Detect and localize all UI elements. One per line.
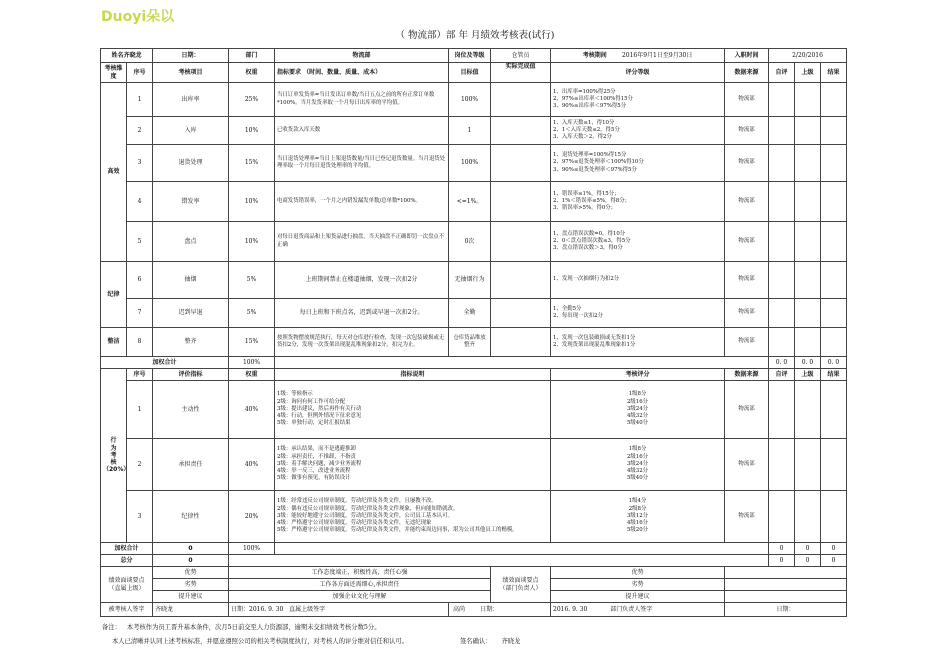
dept-label: 部门 — [229, 49, 275, 63]
interview-suggest-label: 提升建议 — [153, 591, 229, 603]
total-value: 0 — [153, 555, 229, 567]
kpi-weight: 10% — [229, 117, 275, 145]
kpi-requirement: 已收货款入库天数 — [275, 117, 449, 145]
kpi-no: 2 — [127, 117, 153, 145]
total-result: 0 — [821, 555, 847, 567]
beh-total-self: 0 — [769, 543, 795, 555]
kpi-actual[interactable] — [491, 83, 551, 117]
beh-row — [101, 491, 847, 543]
note-line-1: 备注： 本考核作为员工晋升基本条件，次月5日前交至人力资源部，逾期未交扣绩效考核分数5分。 — [102, 624, 381, 631]
kpi-no: 4 — [127, 182, 153, 222]
kpi-actual[interactable] — [491, 328, 551, 357]
kpi-weight: 5% — [229, 262, 275, 299]
beh-weight: 40% — [229, 381, 275, 439]
kpi-source: 物流部 — [725, 145, 769, 182]
col-grade: 评分等级 — [551, 63, 725, 83]
col-self: 自评 — [769, 63, 795, 83]
kpi-grade: 1、错误率≤1%，得15分； 2、1%＜错误率≤5%，得8分； 3、错误率>5%，得0分； — [551, 182, 725, 222]
supervisor-sign-date: 2016. 9. 30 — [553, 605, 588, 613]
interview-dept-suggest: 提升建议 — [551, 591, 725, 603]
kpi-source: 物流部 — [725, 182, 769, 222]
beh-no: 2 — [127, 439, 153, 491]
beh-result[interactable] — [821, 381, 847, 439]
date-label: 日期： — [153, 49, 229, 63]
beh-supervisor[interactable] — [795, 439, 821, 491]
interview-dept-label: 绩效面谈要点 （部门负责人） — [491, 567, 551, 603]
kpi-grade: 1、盘点错误次数=0，得10分 2、0＜盘点错误次数≤3，得5分 3、盘点错误次数＞3，得0分 — [551, 222, 725, 262]
beh-row — [101, 381, 847, 439]
kpi-supervisor[interactable] — [795, 117, 821, 145]
kpi-header-row — [101, 63, 847, 83]
kpi-requirement: 当日退货处理率=当日上架退货数量/当日已登记退货数量。当月退货处理率取一个月每日退货处理率的平均值。 — [275, 145, 449, 182]
kpi-requirement: 上班期间禁止在楼道抽烟，发现一次扣2分 — [275, 262, 449, 299]
kpi-supervisor[interactable] — [795, 328, 821, 357]
kpi-item: 入库 — [153, 117, 229, 145]
kpi-weight: 15% — [229, 145, 275, 182]
beh-self[interactable] — [769, 439, 795, 491]
beh-header-row — [101, 369, 847, 381]
dimension-tidy: 整洁 — [101, 328, 127, 357]
total-row — [101, 555, 847, 567]
kpi-requirement: 按照货物摆放规范执行，每天对仓库进行检查，发现一次包装破损或无货扣2分，发现一次货架出现混乱堆现象扣2分，扣完为止。 — [275, 328, 449, 357]
col-no: 序号 — [127, 63, 153, 83]
beh-total-weight: 100% — [229, 543, 275, 555]
kpi-actual[interactable] — [491, 222, 551, 262]
confirm-label: 签名确认： — [460, 638, 492, 645]
kpi-result[interactable] — [821, 117, 847, 145]
kpi-grade: 1、入库天数≤1，得10分 2、1＜入库天数≤2，得5分 3、入库天数＞2，得2分 — [551, 117, 725, 145]
kpi-self[interactable] — [769, 145, 795, 182]
beh-col-result: 结果 — [821, 369, 847, 381]
kpi-row — [101, 262, 847, 299]
note-statement: 本人已清晰并认同上述考核标准，并愿意遵照公司的相关考核制度执行，对考核人的评分维对信任和认可。 — [112, 638, 408, 645]
kpi-source: 物流部 — [725, 299, 769, 328]
kpi-grade: 1、发现一次包装破损或无货扣1分 2、发现货架出现混乱堆现象扣1分 — [551, 328, 725, 357]
kpi-row — [101, 117, 847, 145]
kpi-self[interactable] — [769, 299, 795, 328]
kpi-total-supervisor: 0. 0 — [795, 357, 821, 369]
kpi-source: 物流部 — [725, 222, 769, 262]
period-label: 考核期间 — [582, 51, 607, 59]
kpi-target: 100% — [449, 83, 491, 117]
dimension-behavior: 行 为 考 核 （20%） — [101, 369, 127, 543]
beh-col-weight: 权重 — [229, 369, 275, 381]
kpi-target: <=1%。 — [449, 182, 491, 222]
entry-value: 2/20/2016 — [769, 49, 847, 63]
kpi-no: 3 — [127, 145, 153, 182]
interview-weakness-value: 工作各方面还需细心,承担责任 — [229, 579, 491, 591]
note-line-2 — [112, 636, 520, 645]
kpi-supervisor[interactable] — [795, 83, 821, 117]
dept-value: 物流部 — [275, 49, 449, 63]
beh-self[interactable] — [769, 381, 795, 439]
kpi-result[interactable] — [821, 222, 847, 262]
kpi-supervisor[interactable] — [795, 262, 821, 299]
kpi-self[interactable] — [769, 262, 795, 299]
col-target: 目标值 — [449, 63, 491, 83]
kpi-item: 盘点 — [153, 222, 229, 262]
kpi-item: 出库率 — [153, 83, 229, 117]
kpi-supervisor[interactable] — [795, 222, 821, 262]
beh-total-value: 0 — [153, 543, 229, 555]
beh-desc: 1级：等候指示 2级：询问有何工作可给分配 3级：提出建议，然后再作有关行动 4级：行动，但例外情况下征求意见 5级：单独行动，定时汇报结果 — [275, 381, 551, 439]
appraisal-table — [100, 48, 847, 617]
kpi-row — [101, 222, 847, 262]
kpi-actual[interactable] — [491, 182, 551, 222]
col-dimension: 考核维度 — [101, 63, 127, 83]
kpi-requirement: 每日上班和下班点名，迟到或早退一次扣2分。 — [275, 299, 449, 328]
dimension-efficiency: 高效 — [101, 83, 127, 262]
kpi-supervisor[interactable] — [795, 299, 821, 328]
kpi-target: 0次 — [449, 222, 491, 262]
kpi-actual[interactable] — [491, 299, 551, 328]
kpi-source: 物流部 — [725, 117, 769, 145]
beh-self[interactable] — [769, 491, 795, 543]
kpi-weight: 5% — [229, 299, 275, 328]
col-source: 数据来源 — [725, 63, 769, 83]
interview-weakness-row — [101, 579, 847, 591]
kpi-result[interactable] — [821, 299, 847, 328]
total-label: 总分 — [101, 555, 153, 567]
employee-sign-date: 日期：2016. 9. 30 — [231, 605, 284, 613]
supervisor-sign-label: 直属上级签字 — [289, 605, 326, 613]
beh-total-supervisor: 0 — [795, 543, 821, 555]
beh-total-label: 加权合计 — [101, 543, 153, 555]
kpi-source: 物流部 — [725, 83, 769, 117]
beh-weight: 40% — [229, 439, 275, 491]
page-title: （ 物流部）部 年 月绩效考核表(试行) — [395, 30, 555, 41]
beh-result[interactable] — [821, 439, 847, 491]
beh-desc: 1级：经常违反公司规章制度，劳动纪律及各类文件，且屡教不改。 2级：偶有违反公司规章制度，劳动纪律及各类文件现象，但向能知错就改。 3级：能较好地遵守公司制度，劳动纪律及各类文件，公司员工基本认可。 4级：严格遵守公司规章制度，劳动纪律及各类文件，无违纪现象 5级：严格遵守公司规章制度，劳动纪律及各类文件，并能约束周边同事，堪为公司其他员工的楷模。 — [275, 491, 551, 543]
beh-source: 物流部 — [725, 439, 769, 491]
interview-dept-suggest-value[interactable] — [725, 591, 847, 603]
beh-score: 1级8分 2级16分 3级24分 4级32分 5级40分 — [551, 439, 725, 491]
interview-suggest-row — [101, 591, 847, 603]
kpi-item: 抽烟 — [153, 262, 229, 299]
interview-dept-weakness: 劣势 — [551, 579, 725, 591]
col-result: 结果 — [821, 63, 847, 83]
dept-head-sign-date[interactable]: 日期： — [725, 603, 847, 617]
kpi-row — [101, 145, 847, 182]
employee-sign-label: 被考核人签字 — [101, 603, 153, 617]
kpi-total-row — [101, 357, 847, 369]
kpi-target: 仓库货品堆放整齐 — [449, 328, 491, 357]
beh-desc: 1级：承认结果，而不是逃避推卸 2级：承担责任，不推卸，不指责 3级：着手解决问题，减少业务流程 4级：举一反三，改进业务流程 5级：做事有预见，有防误设计 — [275, 439, 551, 491]
beh-indicator: 主动性 — [153, 381, 229, 439]
beh-col-no: 序号 — [127, 369, 153, 381]
kpi-no: 8 — [127, 328, 153, 357]
kpi-self[interactable] — [769, 328, 795, 357]
beh-score: 1级8分 2级16分 3级24分 4级32分 5级40分 — [551, 381, 725, 439]
kpi-no: 1 — [127, 83, 153, 117]
signoff-row — [101, 603, 847, 617]
dept-head-sign-label: 部门负责人签字 — [610, 605, 653, 613]
beh-col-indicator: 评价指标 — [153, 369, 229, 381]
kpi-supervisor[interactable] — [795, 182, 821, 222]
post-label: 岗位及等级 — [449, 49, 491, 63]
entry-label: 入职时间 — [725, 49, 769, 63]
beh-col-desc: 指标说明 — [275, 369, 551, 381]
beh-source: 物流部 — [725, 491, 769, 543]
col-weight: 权重 — [229, 63, 275, 83]
kpi-actual[interactable] — [491, 117, 551, 145]
beh-col-supervisor: 上级 — [795, 369, 821, 381]
company-logo: Duoyi朵以 — [101, 9, 175, 25]
beh-weight: 20% — [229, 491, 275, 543]
beh-indicator: 纪律性 — [153, 491, 229, 543]
kpi-no: 7 — [127, 299, 153, 328]
beh-no: 3 — [127, 491, 153, 543]
kpi-result[interactable] — [821, 83, 847, 117]
beh-supervisor[interactable] — [795, 381, 821, 439]
kpi-item: 错发率 — [153, 182, 229, 222]
kpi-target: 100% — [449, 145, 491, 182]
kpi-result[interactable] — [821, 182, 847, 222]
kpi-item: 迟到早退 — [153, 299, 229, 328]
kpi-total-self: 0. 0 — [769, 357, 795, 369]
employee-sign-name: 齐晓龙 — [153, 603, 229, 617]
kpi-self[interactable] — [769, 83, 795, 117]
col-supervisor: 上级 — [795, 63, 821, 83]
period-value: 2016年9月1日至9月30日 — [621, 51, 693, 59]
interview-supervisor-label: 绩效面谈要点 （直属上级） — [101, 567, 153, 603]
kpi-self[interactable] — [769, 117, 795, 145]
interview-weakness-label: 劣势 — [153, 579, 229, 591]
kpi-grade: 1、发现一次抽烟行为扣2分 — [551, 262, 725, 299]
kpi-no: 5 — [127, 222, 153, 262]
beh-total-row — [101, 543, 847, 555]
kpi-item: 退货处理 — [153, 145, 229, 182]
kpi-actual[interactable] — [491, 262, 551, 299]
interview-dept-weakness-value[interactable] — [725, 579, 847, 591]
post-value: 仓管员 — [491, 49, 551, 63]
kpi-requirement: 电商发货错误率，一个月之内错发漏发单数/总单数*100%。 — [275, 182, 449, 222]
kpi-no: 6 — [127, 262, 153, 299]
header-row — [101, 49, 847, 63]
col-actual: 实际完成值 — [491, 63, 551, 83]
kpi-row — [101, 83, 847, 117]
kpi-grade: 1、退货处理率=100%得15分 2、97%≤退货处理率＜100%得10分 3、90%≤退货处理率＜97%得5分 — [551, 145, 725, 182]
kpi-grade: 1、出库率=100%得25分 2、97%≤出库率＜100%得15分 3、90%≤出库率＜97%得5分 — [551, 83, 725, 117]
kpi-self[interactable] — [769, 182, 795, 222]
interview-dept-strength: 优势 — [551, 567, 725, 579]
interview-strength-label: 优势 — [153, 567, 229, 579]
kpi-result[interactable] — [821, 145, 847, 182]
kpi-weight: 15% — [229, 328, 275, 357]
col-requirement: 指标要求 （时间、数量、质量、成本） — [275, 63, 449, 83]
kpi-row — [101, 182, 847, 222]
total-supervisor: 0 — [795, 555, 821, 567]
kpi-source: 物流部 — [725, 262, 769, 299]
total-self: 0 — [769, 555, 795, 567]
kpi-requirement: 对每日退货商品和上架货品进行抽盘，当天抽盘不正确即罚一次盘点不正确 — [275, 222, 449, 262]
kpi-total-result: 0. 0 — [821, 357, 847, 369]
kpi-actual[interactable] — [491, 145, 551, 182]
kpi-result[interactable] — [821, 328, 847, 357]
beh-col-source: 数据来源 — [725, 369, 769, 381]
beh-no: 1 — [127, 381, 153, 439]
kpi-target: 无抽烟行为 — [449, 262, 491, 299]
kpi-result[interactable] — [821, 262, 847, 299]
beh-supervisor[interactable] — [795, 491, 821, 543]
kpi-weight: 10% — [229, 222, 275, 262]
kpi-target: 1 — [449, 117, 491, 145]
beh-indicator: 承担责任 — [153, 439, 229, 491]
interview-strength-row — [101, 567, 847, 579]
name-label: 姓名齐晓龙 — [101, 49, 153, 63]
dimension-discipline: 纪律 — [101, 262, 127, 328]
supervisor-sign-name: 高尚 — [452, 605, 465, 613]
beh-result[interactable] — [821, 491, 847, 543]
beh-col-score: 考核评分 — [551, 369, 725, 381]
supervisor-date-label: 日期： — [480, 605, 499, 613]
beh-row — [101, 439, 847, 491]
confirm-name: 齐晓龙 — [501, 638, 521, 645]
beh-source: 物流部 — [725, 381, 769, 439]
beh-total-result: 0 — [821, 543, 847, 555]
kpi-self[interactable] — [769, 222, 795, 262]
beh-score: 1级4分 2级8分 3级12分 4级16分 5级20分 — [551, 491, 725, 543]
kpi-item: 整齐 — [153, 328, 229, 357]
beh-col-self: 自评 — [769, 369, 795, 381]
interview-dept-strength-value[interactable] — [725, 567, 847, 579]
kpi-supervisor[interactable] — [795, 145, 821, 182]
kpi-total-label: 加权合计 — [101, 357, 229, 369]
kpi-grade: 1、全勤5分 2、每出现一次扣2分 — [551, 299, 725, 328]
kpi-total-weight: 100% — [229, 357, 275, 369]
kpi-row — [101, 328, 847, 357]
col-item: 考核项目 — [153, 63, 229, 83]
kpi-row — [101, 299, 847, 328]
interview-suggest-value: 加强企业文化与理解 — [229, 591, 491, 603]
kpi-requirement: 当日订单发货率=当日发出订单数/当日五点之前的所有正常订单数*100%。当月发货率取一个月每日出库率的平均值。 — [275, 83, 449, 117]
kpi-source: 物流部 — [725, 328, 769, 357]
kpi-weight: 10% — [229, 182, 275, 222]
kpi-target: 全勤 — [449, 299, 491, 328]
kpi-weight: 25% — [229, 83, 275, 117]
interview-strength-value: 工作态度端正，积极性高，责任心强 — [229, 567, 491, 579]
